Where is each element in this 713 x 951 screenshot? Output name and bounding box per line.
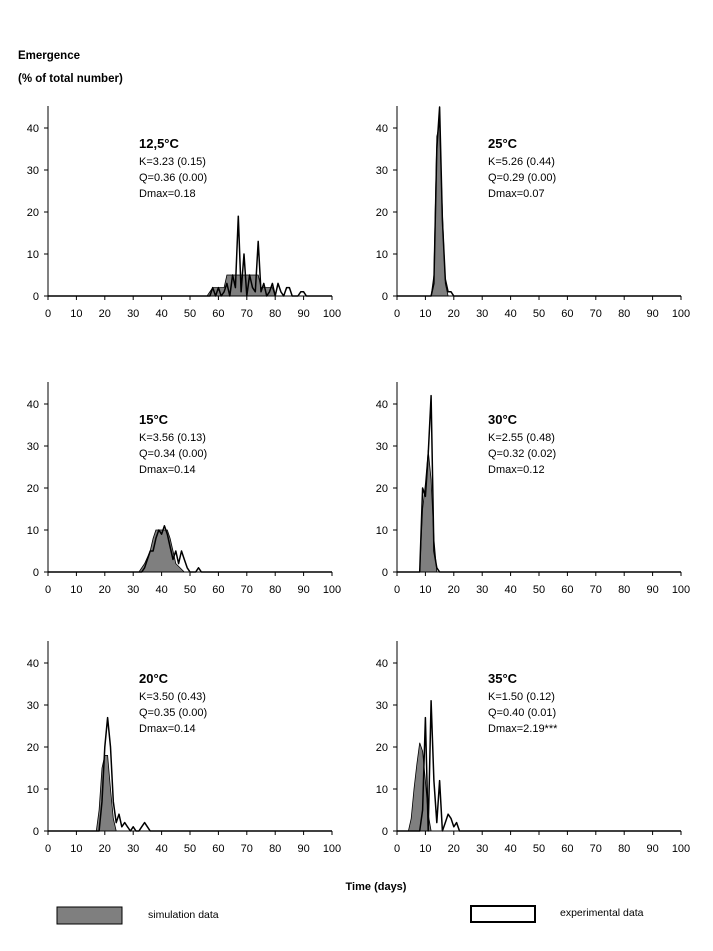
y-tick-label: 40 <box>375 399 388 411</box>
legend-simulation-swatch <box>57 907 122 924</box>
x-tick-label: 0 <box>44 843 52 855</box>
x-tick-label: 50 <box>532 584 546 596</box>
y-tick-label: 40 <box>26 123 39 135</box>
x-tick-label: 100 <box>671 308 691 320</box>
x-axis-label: Time (days) <box>345 881 407 893</box>
x-tick-label: 40 <box>504 308 517 320</box>
x-tick-label: 20 <box>98 843 111 855</box>
y-tick-label: 30 <box>26 700 39 712</box>
x-tick-label: 30 <box>476 843 489 855</box>
y-tick-label: 0 <box>381 291 388 303</box>
simulation-area <box>48 530 332 572</box>
panel-stat: Q=0.36 (0.00) <box>139 172 208 184</box>
panel-stat: K=3.23 (0.15) <box>139 156 206 168</box>
x-tick-label: 60 <box>212 308 225 320</box>
y-tick-label: 10 <box>375 249 388 261</box>
panel-stat: Dmax=2.19*** <box>488 723 558 735</box>
x-tick-label: 30 <box>127 308 140 320</box>
panel-stat: Dmax=0.18 <box>139 188 196 200</box>
x-tick-label: 80 <box>269 584 282 596</box>
panel-stat: Q=0.34 (0.00) <box>139 448 208 460</box>
y-tick-label: 10 <box>375 525 388 537</box>
x-tick-label: 70 <box>240 843 253 855</box>
x-tick-label: 0 <box>393 843 401 855</box>
y-tick-label: 20 <box>26 742 39 754</box>
x-tick-label: 70 <box>589 584 602 596</box>
panel-stat: K=1.50 (0.12) <box>488 691 555 703</box>
x-tick-label: 60 <box>561 308 574 320</box>
x-tick-label: 20 <box>447 308 460 320</box>
experimental-line <box>397 396 681 572</box>
panel-stat: Q=0.29 (0.00) <box>488 172 557 184</box>
y-tick-label: 0 <box>381 826 388 838</box>
x-tick-label: 80 <box>269 308 282 320</box>
panel-stat: Q=0.40 (0.01) <box>488 707 557 719</box>
y-tick-label: 0 <box>32 567 39 579</box>
y-tick-label: 30 <box>26 165 39 177</box>
x-tick-label: 50 <box>183 584 197 596</box>
x-tick-label: 30 <box>476 308 489 320</box>
y-tick-label: 20 <box>375 483 388 495</box>
x-tick-label: 20 <box>447 843 460 855</box>
legend-simulation-label: simulation data <box>148 909 219 921</box>
panel-title: 35°C <box>488 671 518 686</box>
x-tick-label: 70 <box>240 308 253 320</box>
y-tick-label: 10 <box>26 249 39 261</box>
y-tick-label: 10 <box>26 784 39 796</box>
x-tick-label: 80 <box>269 843 282 855</box>
x-tick-label: 100 <box>671 584 691 596</box>
x-tick-label: 60 <box>561 843 574 855</box>
legend-experimental-swatch <box>471 906 535 922</box>
x-tick-label: 90 <box>297 843 310 855</box>
x-tick-label: 10 <box>70 843 83 855</box>
x-tick-label: 50 <box>532 308 546 320</box>
y-tick-label: 0 <box>32 826 39 838</box>
y-tick-label: 0 <box>381 567 388 579</box>
x-tick-label: 50 <box>183 843 197 855</box>
x-tick-label: 100 <box>322 843 342 855</box>
x-tick-label: 40 <box>155 843 168 855</box>
x-tick-label: 60 <box>212 584 225 596</box>
x-tick-label: 10 <box>70 584 83 596</box>
x-tick-label: 30 <box>127 584 140 596</box>
x-tick-label: 60 <box>212 843 225 855</box>
panel-stat: Dmax=0.14 <box>139 464 196 476</box>
y-axis-label-line1: Emergence <box>18 50 81 62</box>
y-tick-label: 40 <box>26 399 39 411</box>
panel-3 <box>27 382 341 596</box>
x-tick-label: 0 <box>44 308 52 320</box>
x-tick-label: 100 <box>671 843 691 855</box>
x-tick-label: 100 <box>322 308 342 320</box>
panel-5 <box>27 641 341 855</box>
x-tick-label: 10 <box>70 308 83 320</box>
panel-6 <box>376 641 690 855</box>
x-tick-label: 30 <box>127 843 140 855</box>
x-tick-label: 20 <box>98 308 111 320</box>
experimental-line <box>48 526 332 572</box>
simulation-area <box>397 124 681 296</box>
panel-1 <box>27 106 341 320</box>
y-tick-label: 20 <box>375 742 388 754</box>
panel-stat: K=2.55 (0.48) <box>488 432 555 444</box>
x-tick-label: 50 <box>183 308 197 320</box>
y-tick-label: 30 <box>375 700 388 712</box>
panel-title: 12,5°C <box>139 136 179 151</box>
y-tick-label: 10 <box>375 784 388 796</box>
x-tick-label: 80 <box>618 308 631 320</box>
x-tick-label: 20 <box>98 584 111 596</box>
y-tick-label: 20 <box>26 483 39 495</box>
x-tick-label: 0 <box>44 584 52 596</box>
x-tick-label: 70 <box>240 584 253 596</box>
x-tick-label: 0 <box>393 584 401 596</box>
simulation-area <box>48 755 332 831</box>
x-tick-label: 90 <box>646 308 659 320</box>
x-tick-label: 60 <box>561 584 574 596</box>
x-tick-label: 90 <box>297 584 310 596</box>
x-tick-label: 40 <box>504 843 517 855</box>
x-tick-label: 90 <box>646 584 659 596</box>
x-tick-label: 10 <box>419 843 432 855</box>
x-tick-label: 100 <box>322 584 342 596</box>
x-tick-label: 70 <box>589 308 602 320</box>
x-tick-label: 10 <box>419 584 432 596</box>
x-tick-label: 80 <box>618 584 631 596</box>
panel-stat: Q=0.35 (0.00) <box>139 707 208 719</box>
panel-stat: K=5.26 (0.44) <box>488 156 555 168</box>
panel-stat: K=3.56 (0.13) <box>139 432 206 444</box>
x-tick-label: 40 <box>504 584 517 596</box>
panel-stat: Dmax=0.12 <box>488 464 545 476</box>
simulation-area <box>48 275 332 296</box>
y-tick-label: 30 <box>375 165 388 177</box>
y-tick-label: 40 <box>375 123 388 135</box>
x-tick-label: 40 <box>155 308 168 320</box>
y-tick-label: 0 <box>32 291 39 303</box>
x-tick-label: 30 <box>476 584 489 596</box>
experimental-line <box>397 701 681 831</box>
panel-stat: Dmax=0.07 <box>488 188 545 200</box>
y-tick-label: 40 <box>26 658 39 670</box>
y-tick-label: 40 <box>375 658 388 670</box>
panel-title: 25°C <box>488 136 518 151</box>
panel-stat: Dmax=0.14 <box>139 723 196 735</box>
y-tick-label: 30 <box>375 441 388 453</box>
y-tick-label: 30 <box>26 441 39 453</box>
y-tick-label: 20 <box>375 207 388 219</box>
panels <box>27 106 690 855</box>
panel-2 <box>376 106 690 320</box>
x-tick-label: 80 <box>618 843 631 855</box>
panel-title: 30°C <box>488 412 518 427</box>
y-tick-label: 10 <box>26 525 39 537</box>
experimental-line <box>48 216 332 296</box>
x-tick-label: 0 <box>393 308 401 320</box>
legend-experimental-label: experimental data <box>560 907 644 919</box>
x-tick-label: 50 <box>532 843 546 855</box>
y-tick-label: 20 <box>26 207 39 219</box>
panel-stat: Q=0.32 (0.02) <box>488 448 557 460</box>
x-tick-label: 10 <box>419 308 432 320</box>
panel-4 <box>376 382 690 596</box>
x-tick-label: 40 <box>155 584 168 596</box>
x-tick-label: 90 <box>646 843 659 855</box>
y-axis-label-line2: (% of total number) <box>18 73 123 85</box>
panel-stat: K=3.50 (0.43) <box>139 691 206 703</box>
x-tick-label: 90 <box>297 308 310 320</box>
panel-title: 20°C <box>139 671 169 686</box>
panel-title: 15°C <box>139 412 169 427</box>
x-tick-label: 70 <box>589 843 602 855</box>
x-tick-label: 20 <box>447 584 460 596</box>
